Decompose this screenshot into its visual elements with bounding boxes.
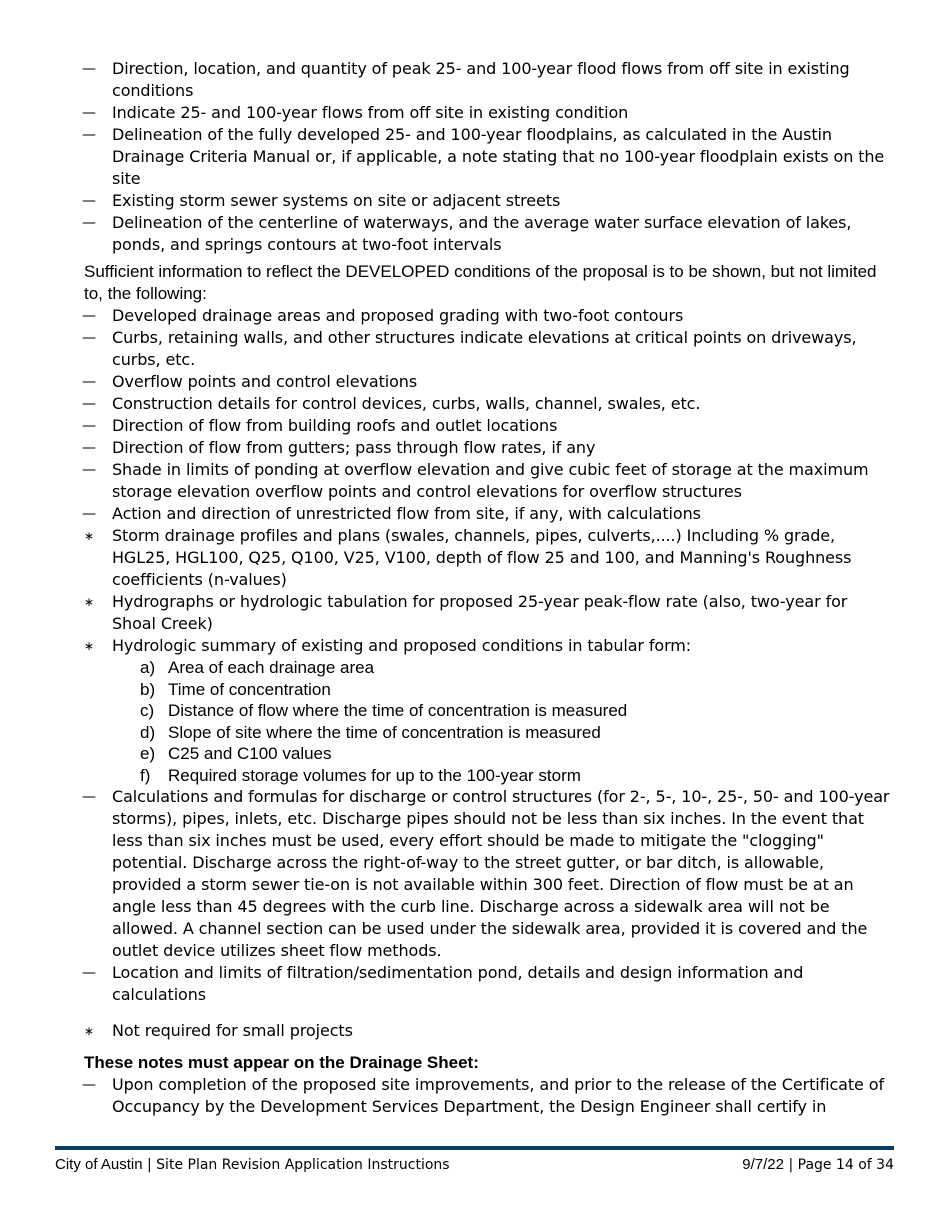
sub-list-item: e) C25 and C100 values: [140, 744, 332, 763]
sub-list-item: a) Area of each drainage area: [140, 658, 375, 677]
asterisk-bullet: ∗: [84, 595, 94, 609]
list-item-starred: ∗ Hydrologic summary of existing and proposed conditions in tabular form:: [84, 636, 692, 655]
sub-list-item: f) Required storage volumes for up to the 100-year storm: [140, 765, 581, 785]
footer-left: [55, 1154, 450, 1176]
asterisk-bullet: ∗: [84, 529, 94, 543]
dash-bullet: —: [82, 308, 96, 324]
dash-bullet: —: [82, 105, 96, 121]
dash-bullet: —: [82, 440, 96, 456]
list-item: — Curbs, retaining walls, and other structures indicate elevations at critical points on driveways, curbs, etc.: [82, 328, 857, 369]
dash-bullet: —: [82, 418, 96, 434]
asterisk-bullet: ∗: [84, 639, 94, 653]
list-item: — Construction details for control devices, curbs, walls, channel, swales, etc.: [82, 394, 701, 413]
sub-list-item: d) Slope of site where the time of concentration is measured: [140, 722, 601, 742]
drainage-notes-list: [84, 1074, 896, 1118]
list-item: — Indicate 25- and 100-year flows from off site in existing condition: [82, 103, 629, 122]
footer-rule: [55, 1146, 894, 1150]
page-number: Page 14 of 34: [797, 1157, 894, 1173]
list-item: — Upon completion of the proposed site improvements, and prior to the release of the Certificate of Occupancy by the Development Services Department, the Design Engineer shall certify in: [82, 1075, 884, 1116]
developed-intro: Sufficient information to reflect the DEVELOPED conditions of the proposal is to be shown, but not limited to, the following:: [84, 262, 877, 303]
dash-bullet: —: [82, 462, 96, 478]
dash-bullet: —: [82, 330, 96, 346]
footer-separator: |: [788, 1157, 798, 1173]
list-item: — Overflow points and control elevations: [82, 372, 418, 391]
footer-right: [742, 1154, 894, 1176]
dash-bullet: —: [82, 965, 96, 981]
dash-bullet: —: [82, 127, 96, 143]
dash-bullet: —: [82, 506, 96, 522]
list-item: — Existing storm sewer systems on site or adjacent streets: [82, 191, 561, 210]
footer-doc-title: Site Plan Revision Application Instructions: [156, 1157, 450, 1173]
sub-list-item: c) Distance of flow where the time of concentration is measured: [140, 701, 628, 720]
developed-conditions-list: [84, 305, 896, 1042]
list-item: — Direction of flow from gutters; pass through flow rates, if any: [82, 438, 596, 457]
page-footer: [55, 1154, 894, 1176]
dash-bullet: —: [82, 193, 96, 209]
spacer: [84, 1006, 896, 1020]
dash-bullet: —: [82, 1077, 96, 1093]
dash-bullet: —: [82, 789, 96, 805]
document-body: [84, 58, 896, 1118]
list-item: — Shade in limits of ponding at overflow elevation and give cubic feet of storage at the maximum storage elevation overflow points and control elevations for overflow structures: [82, 460, 869, 501]
footer-separator: |: [147, 1157, 157, 1173]
list-item: — Calculations and formulas for discharge or control structures (for 2-, 5-, 10-, 25-, 50- and 100-year storms), pipes, inlets, etc. Discharge pipes should not be less than six inches. In the event that less than six inches must be used, every effort should be made to mitigate the "clogging" potential. Discharge across the right-of-way to the street gutter, or bar ditch, is allowable, provided a storm sewer tie-on is not available within 300 feet. Direction of flow must be at an angle less than 45 degrees with the curb line. Discharge across a sidewalk area will not be allowed. A channel section can be used under the sidewalk area, provided it is covered and the outlet device utilizes sheet flow methods.: [82, 787, 890, 960]
existing-conditions-list: [84, 58, 896, 256]
list-item: — Developed drainage areas and proposed grading with two-foot contours: [82, 306, 684, 325]
hydrologic-summary-sublist: [84, 657, 896, 786]
list-item: — Location and limits of filtration/sedimentation pond, details and design information and calculations: [82, 963, 804, 1004]
footer-date: 9/7/22: [742, 1156, 784, 1173]
list-item: — Direction of flow from building roofs and outlet locations: [82, 416, 558, 435]
list-item: — Delineation of the fully developed 25- and 100-year floodplains, as calculated in the Austin Drainage Criteria Manual or, if applicable, a note stating that no 100-year floodplain exists on the site: [82, 125, 885, 188]
footer-org: City of Austin: [55, 1156, 143, 1173]
dash-bullet: —: [82, 61, 96, 77]
list-item: — Direction, location, and quantity of peak 25- and 100-year flood flows from off site in existing conditions: [82, 59, 850, 100]
dash-bullet: —: [82, 374, 96, 390]
dash-bullet: —: [82, 396, 96, 412]
drainage-notes-heading: These notes must appear on the Drainage Sheet:: [84, 1053, 479, 1072]
small-projects-note: ∗ Not required for small projects: [84, 1021, 353, 1040]
list-item-starred: ∗ Hydrographs or hydrologic tabulation for proposed 25-year peak-flow rate (also, two-year for Shoal Creek): [84, 592, 848, 633]
dash-bullet: —: [82, 215, 96, 231]
list-item: — Action and direction of unrestricted flow from site, if any, with calculations: [82, 504, 701, 523]
asterisk-bullet: ∗: [84, 1024, 94, 1038]
list-item-starred: ∗ Storm drainage profiles and plans (swales, channels, pipes, culverts,....) Including % grade, HGL25, HGL100, Q25, Q100, V25, V100, depth of flow 25 and 100, and Manning's Roughness coefficients (n-values): [84, 526, 852, 589]
list-item: — Delineation of the centerline of waterways, and the average water surface elevation of lakes, ponds, and springs contours at two-foot intervals: [82, 213, 852, 254]
sub-list-item: b) Time of concentration: [140, 679, 331, 699]
